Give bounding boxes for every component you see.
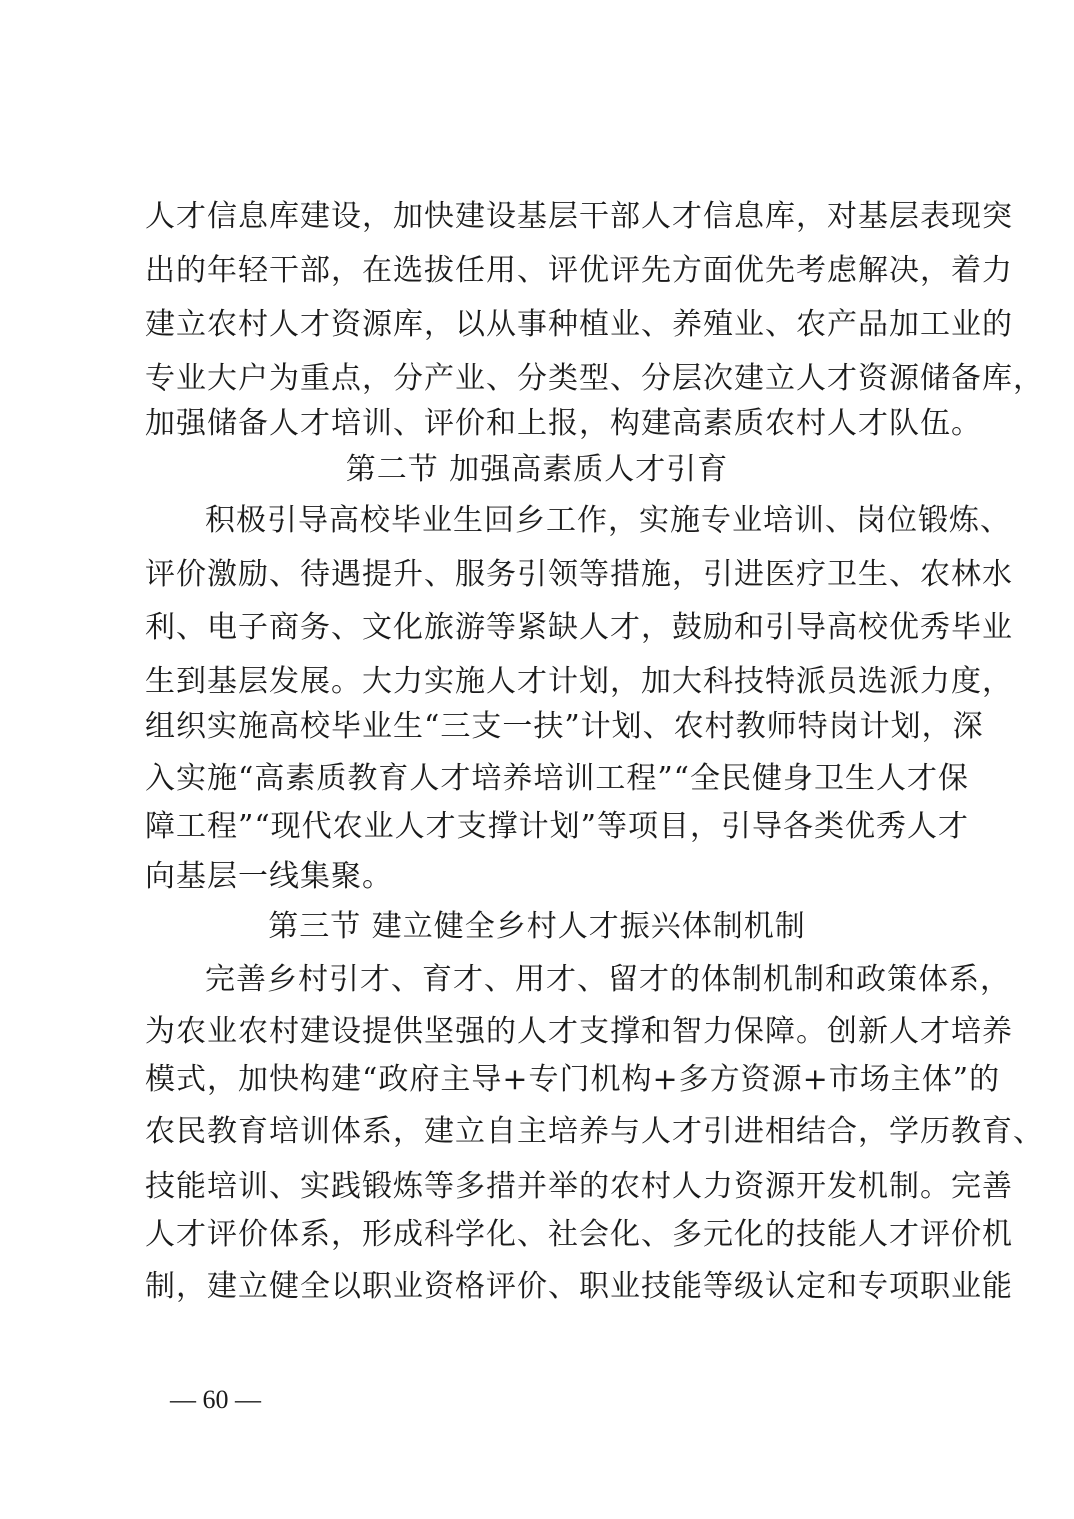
section-heading: 第三节 建立健全乡村人才振兴体制机制: [268, 909, 806, 944]
paragraph-line: 完善乡村引才、育才、用才、留才的体制机制和政策体系，: [205, 962, 1011, 997]
section-heading: 第二节 加强高素质人才引育: [345, 452, 729, 487]
paragraph-line: 专业大户为重点，分产业、分类型、分层次建立人才资源储备库，: [145, 361, 1044, 396]
paragraph-line: 入实施“高素质教育人才培养培训工程”“全民健身卫生人才保: [145, 761, 970, 796]
page-number: — 60 —: [170, 1385, 261, 1414]
paragraph-line: 向基层一线集聚。: [145, 859, 393, 894]
paragraph-line: 人才信息库建设，加快建设基层干部人才信息库，对基层表现突: [145, 199, 1013, 234]
paragraph-line: 生到基层发展。大力实施人才计划，加大科技特派员选派力度，: [145, 664, 1013, 699]
paragraph-line: 利、电子商务、文化旅游等紧缺人才，鼓励和引导高校优秀毕业: [145, 610, 1013, 645]
paragraph-line: 积极引导高校毕业生回乡工作，实施专业培训、岗位锻炼、: [205, 503, 1011, 538]
paragraph-line: 组织实施高校毕业生“三支一扶”计划、农村教师特岗计划，深: [145, 709, 984, 744]
paragraph-line: 模式，加快构建“政府主导+专门机构+多方资源+市场主体”的: [145, 1062, 1001, 1097]
paragraph-line: 评价激励、待遇提升、服务引领等措施，引进医疗卫生、农林水: [145, 557, 1013, 592]
paragraph-line: 出的年轻干部，在选拔任用、评优评先方面优先考虑解决，着力: [145, 253, 1013, 288]
paragraph-line: 技能培训、实践锻炼等多措并举的农村人力资源开发机制。完善: [145, 1169, 1013, 1204]
paragraph-line: 障工程”“现代农业人才支撑计划”等项目，引导各类优秀人才: [145, 809, 970, 844]
paragraph-line: 建立农村人才资源库，以从事种植业、养殖业、农产品加工业的: [145, 307, 1013, 342]
paragraph-line: 人才评价体系，形成科学化、社会化、多元化的技能人才评价机: [145, 1217, 1013, 1252]
paragraph-line: 为农业农村建设提供坚强的人才支撑和智力保障。创新人才培养: [145, 1014, 1013, 1049]
paragraph-line: 制，建立健全以职业资格评价、职业技能等级认定和专项职业能: [145, 1269, 1013, 1304]
paragraph-line: 加强储备人才培训、评价和上报，构建高素质农村人才队伍。: [145, 406, 982, 441]
paragraph-line: 农民教育培训体系，建立自主培养与人才引进相结合，学历教育、: [145, 1114, 1044, 1149]
